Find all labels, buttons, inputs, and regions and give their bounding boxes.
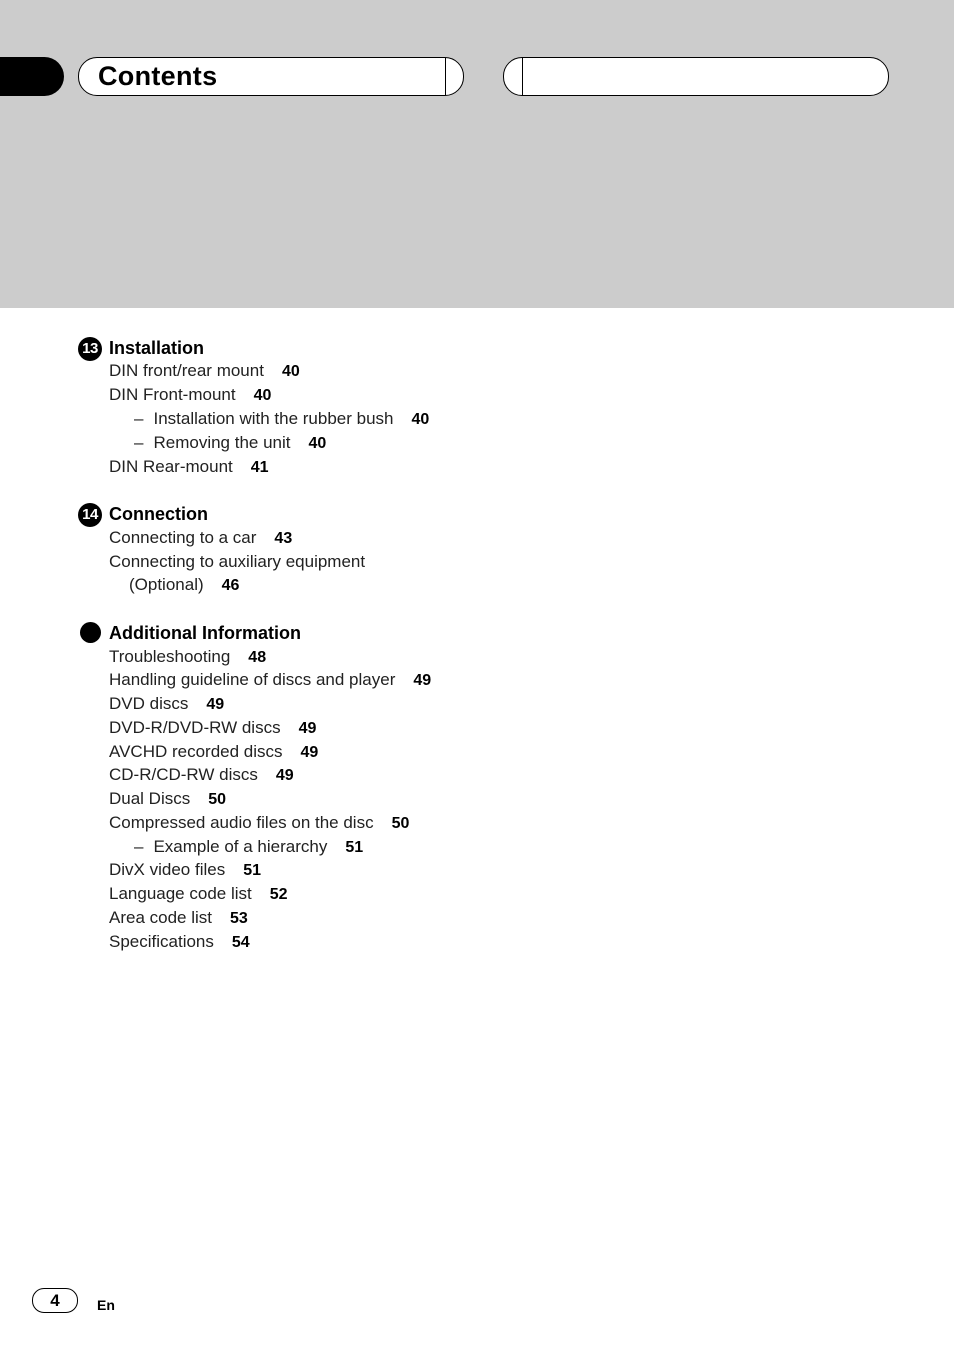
- toc-page-number: 54: [231, 934, 250, 951]
- toc-page-number: 48: [248, 649, 267, 666]
- toc-entry[interactable]: [109, 669, 431, 691]
- toc-entry-text: Area code list: [109, 908, 212, 927]
- toc-entry-text: DIN Front-mount: [109, 385, 236, 404]
- toc-entry-text: AVCHD recorded discs: [109, 742, 283, 761]
- section-tab: [0, 57, 64, 96]
- toc-subentry[interactable]: [134, 408, 429, 430]
- toc-page-number: 51: [243, 862, 262, 879]
- toc-page-number: 43: [274, 530, 293, 547]
- toc-entry[interactable]: [109, 764, 294, 786]
- chapter-badge-13: 13: [78, 337, 102, 361]
- toc-page-number: 49: [300, 744, 319, 761]
- toc-entry-text: Compressed audio files on the disc: [109, 813, 374, 832]
- toc-page-number: 40: [281, 363, 300, 380]
- page-number: 4: [32, 1288, 78, 1313]
- title-box-divider: [445, 58, 446, 95]
- toc-entry[interactable]: [109, 693, 224, 715]
- toc-page-number: 46: [221, 577, 240, 594]
- toc-entry-text: (Optional): [129, 575, 204, 594]
- language-code: En: [97, 1297, 115, 1313]
- toc-entry[interactable]: [109, 812, 409, 834]
- toc-entry[interactable]: [109, 527, 292, 549]
- toc-page-number: 40: [411, 411, 430, 428]
- toc-page-number: 49: [298, 720, 317, 737]
- chapter-badge-dot-icon: [80, 622, 101, 643]
- page-title: Contents: [98, 61, 218, 91]
- chapter-badge-14: 14: [78, 503, 102, 527]
- toc-entry[interactable]: [109, 360, 300, 382]
- toc-entry[interactable]: [109, 384, 271, 406]
- toc-page-number: 52: [269, 886, 288, 903]
- toc-entry[interactable]: [109, 907, 248, 929]
- toc-page-number: 49: [275, 767, 294, 784]
- dash-bullet: –: [134, 433, 144, 452]
- section-heading-additional-information[interactable]: Additional Information: [109, 623, 301, 643]
- toc-entry-text: Language code list: [109, 884, 252, 903]
- toc-entry-text: Connecting to auxiliary equipment: [109, 552, 366, 571]
- right-title-box: [503, 57, 889, 96]
- toc-entry-text: Dual Discs: [109, 789, 191, 808]
- toc-entry[interactable]: [109, 551, 365, 573]
- toc-entry-text: Handling guideline of discs and player: [109, 670, 396, 689]
- toc-entry-text: CD-R/CD-RW discs: [109, 765, 258, 784]
- toc-entry-text: DIN Rear-mount: [109, 457, 233, 476]
- header-band: [0, 0, 954, 308]
- section-heading-installation[interactable]: Installation: [109, 338, 205, 358]
- toc-entry[interactable]: [109, 717, 316, 739]
- toc-entry-text: Specifications: [109, 932, 214, 951]
- toc-entry-text: Installation with the rubber bush: [153, 409, 394, 428]
- toc-entry-text: DIN front/rear mount: [109, 361, 264, 380]
- toc-entry-text: DVD discs: [109, 694, 189, 713]
- toc-entry-text: Connecting to a car: [109, 528, 257, 547]
- toc-page-number: 50: [391, 815, 410, 832]
- toc-entry[interactable]: [109, 741, 318, 763]
- toc-subentry[interactable]: [134, 432, 326, 454]
- toc-page-number: 41: [250, 459, 269, 476]
- toc-entry[interactable]: [109, 456, 269, 478]
- toc-subentry[interactable]: [134, 836, 363, 858]
- toc-entry-text: DVD-R/DVD-RW discs: [109, 718, 281, 737]
- toc-entry-text: DivX video files: [109, 860, 226, 879]
- right-box-divider: [522, 58, 523, 95]
- toc-page-number: 40: [308, 435, 327, 452]
- toc-page-number: 49: [413, 672, 432, 689]
- toc-entry[interactable]: [109, 883, 288, 905]
- toc-page-number: 51: [345, 839, 364, 856]
- dash-bullet: –: [134, 837, 144, 856]
- toc-page-number: 50: [208, 791, 227, 808]
- section-heading-connection[interactable]: Connection: [109, 504, 208, 524]
- toc-entry-text: Example of a hierarchy: [153, 837, 328, 856]
- dash-bullet: –: [134, 409, 144, 428]
- toc-entry[interactable]: [109, 931, 250, 953]
- toc-entry-text: Troubleshooting: [109, 647, 231, 666]
- toc-page-number: 40: [253, 387, 272, 404]
- toc-entry[interactable]: [109, 859, 261, 881]
- toc-entry-text: Removing the unit: [153, 433, 291, 452]
- toc-entry[interactable]: [109, 646, 266, 668]
- toc-page-number: 49: [206, 696, 225, 713]
- toc-entry-continuation[interactable]: [129, 574, 239, 596]
- toc-page-number: 53: [230, 910, 248, 927]
- toc-entry[interactable]: [109, 788, 226, 810]
